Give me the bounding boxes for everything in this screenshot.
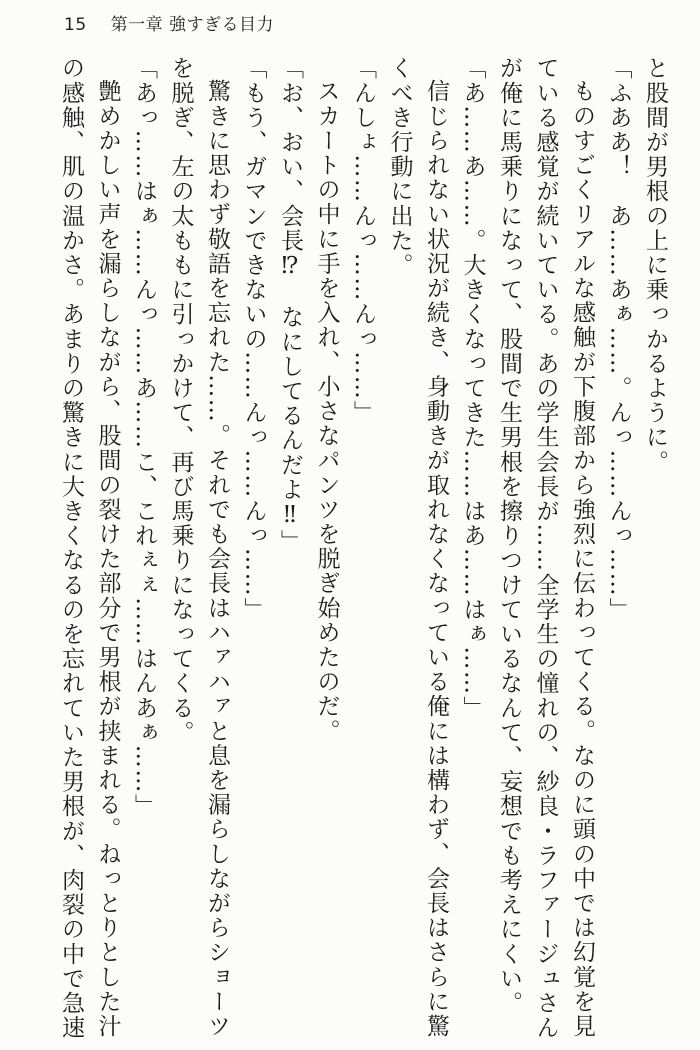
text-line: スカートの中に手を入れ、小さなパンツを脱ぎ始めたのだ。 [313, 79, 340, 744]
chapter-title: 第一章 強すぎる目力 [110, 15, 275, 35]
text-line: 艶めかしい声を漏らしながら、股間の裂けた部分で男根が挟まれる。ねっとりとした汁 [94, 79, 121, 1039]
vertical-text-body [53, 56, 674, 1046]
text-line: 「お、おい、会長⁉ なにしてるんだよ‼」 [277, 56, 303, 554]
text-line: が俺に馬乗りになって、股間で生男根を擦りつけているなんて、妄想でも考えにくい。 [496, 56, 522, 1016]
text-line: 「あっ……はぁ……んっ……あ……こ、これぇぇ……はんあぁ……」 [131, 56, 157, 819]
text-line: 「あ……あ……。大きくなってきた……はあ……はぁ……」 [459, 56, 486, 721]
text-line: くべき行動に出た。 [386, 56, 413, 278]
text-line: の感触、肌の温かさ。あまりの驚きに大きくなるのを忘れていた男根が、肉裂の中で急速 [58, 56, 84, 1040]
text-line: ものすごくリアルな感触が下腹部から強烈に伝わってくる。なのに頭の中では幻覚を見 [569, 79, 595, 1039]
text-line: 「もう、ガマンできないの……んっ……んっ……」 [240, 56, 267, 622]
page-header [64, 10, 274, 35]
text-line: ている感覚が続いている。あの学生会長が……全学生の憧れの、紗良・ラファージュさん [532, 56, 559, 1040]
text-line: 「ふああ！ あ……あぁ……。んっ……んっ……」 [605, 56, 632, 622]
text-line: を脱ぎ、左の太ももに引っかけて、再び馬乗りになってくる。 [167, 56, 194, 745]
page-number: 15 [64, 15, 87, 35]
text-line: と股間が男根の上に乗っかるように。 [642, 56, 668, 475]
text-line: 「んしょ……んっ……んっ……」 [350, 56, 376, 425]
text-line: 驚きに思わず敬語を忘れた……。それでも会長はハァハァと息を漏らしながらショーツ [204, 79, 230, 1039]
text-line: 信じられない状況が続き、身動きが取れなくなっている俺には構わず、会長はさらに驚 [423, 79, 449, 1039]
